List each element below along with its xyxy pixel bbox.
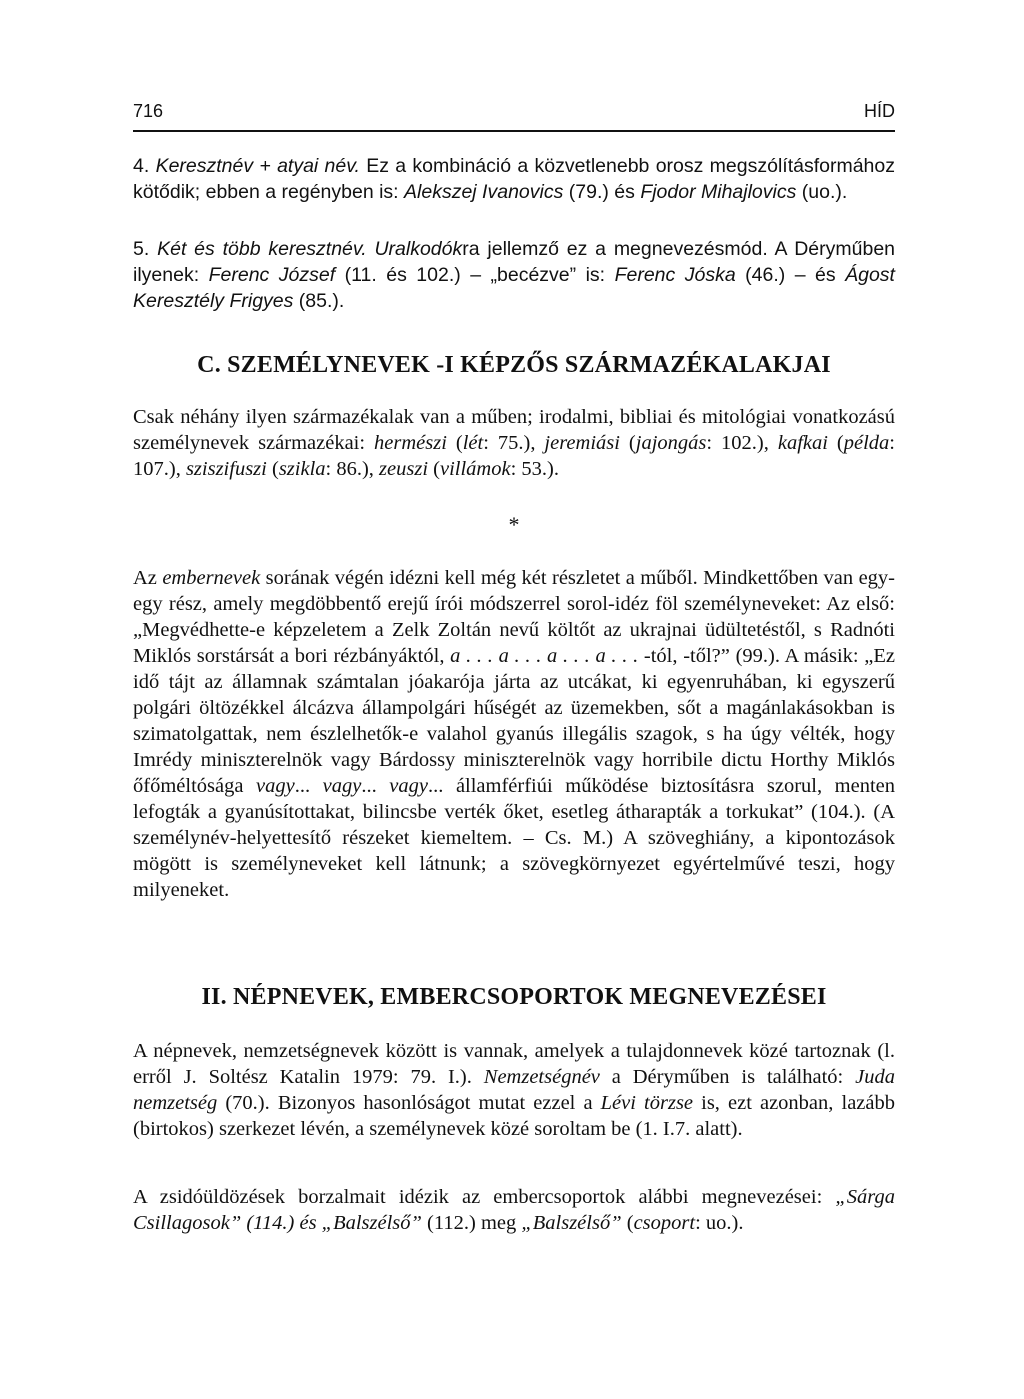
section-c-paragraph: Csak néhány ilyen származékalak van a műben; irodalmi, bibliai és mitológiai vonatkozású személynevek származékai: hermészi (lét: 75.), jeremiási (jajongás: 102.), kafkai (példa: 107.), sziszifuszi (szikla: 86.), zeuszi (villámok: 53.). [133,406,895,480]
section-ii-paragraph-2: A zsidóüldözések borzalmait idézik az embercsoportok alábbi megnevezései: „Sárga Csillagosok” (114.) és „Balszélső” (112.) meg „Balszélső” (csoport: uo.). [133,1186,895,1234]
section-ii-heading: II. NÉPNEVEK, EMBERCSOPORTOK MEGNEVEZÉSEI [201,984,827,1010]
item-5-paragraph: 5. Két és több keresztnév. Uralkodókra jellemző ez a megnevezésmód. A Déryműben ilyenek: Ferenc József (11. és 102.) – „becézve” is: Ferenc Jóska (46.) – és Ágost Keresztély Frigyes (85.). [133,238,896,312]
embernevek-paragraph: Az embernevek sorának végén idézni kell még két részletet a műből. Mindkettőben van egy-egy rész, amely megdöbbentő erejű írói módszerrel sorol-idéz föl személyneveket: Az első: „Megvédhette-e képzeletem a Zelk Zoltán nevű költőt az ukrajnai üdültetéstől, s Radnóti Miklós sorstársát a bori rézbányáktól, a . . . a . . . a . . . a . . . -tól, -től?” (99.). A másik: „Ez idő tájt az államnak számtalan jóakarója járta az utcákat, ki egyenruhában, ki egyszerű polgári öltözékkel álcázva állampolgári hűségét az üzemekben, sőt a magánlakásokban is szimatolgattak, nem észlelhetők-e valahol gyanús illegális szagok, s ha úgy vélték, hogy Imrédy miniszterelnök vagy Bárdossy miniszterelnök vagy horribile dictu Horthy Miklós őfőméltósága vagy... vagy... vagy... államférfiúi működése biztosításra szorul, menten lefogták a gyanúsítottakat, bilincsbe verték őket, esetleg átharapták a torkukat” (104.). (A személynév-helyettesítő részeket kiemeltem. – Cs. M.) A szöveghiány, a kipontozások mögött is személyneveket kell látnunk; a szövegkörnyezet egyértelművé teszi, hogy milyeneket. [133,567,896,901]
item-4-paragraph: 4. Keresztnév + atyai név. Ez a kombináció a közvetlenebb orosz megszólításformához kötődik; ebben a regényben is: Alekszej Ivanovics (79.) és Fjodor Mihajlovics (uo.). [133,155,895,203]
journal-title: HÍD [864,101,895,121]
item-4-term: Keresztnév + atyai név. [155,155,360,177]
section-separator: * [508,512,520,537]
section-ii-paragraph-1: A népnevek, nemzetségnevek között is vannak, amelyek a tulajdonnevek közé tartoznak (l. erről J. Soltész Katalin 1979: 79. I.). Nemzetségnév a Déryműben is található: Juda nemzetség (70.). Bizonyos hasonlóságot mutat ezzel a Lévi törzse is, ezt azonban, lazább (birtokos) szerkezet lévén, a személynevek közé soroltam be (1. I.7. alatt). [133,1040,895,1140]
item-5-term: Két és több keresztnév. [157,238,367,260]
running-header [133,98,895,132]
page-number: 716 [133,101,164,121]
section-c-heading: C. SZEMÉLYNEVEK -I KÉPZŐS SZÁRMAZÉKALAKJAI [197,352,831,378]
